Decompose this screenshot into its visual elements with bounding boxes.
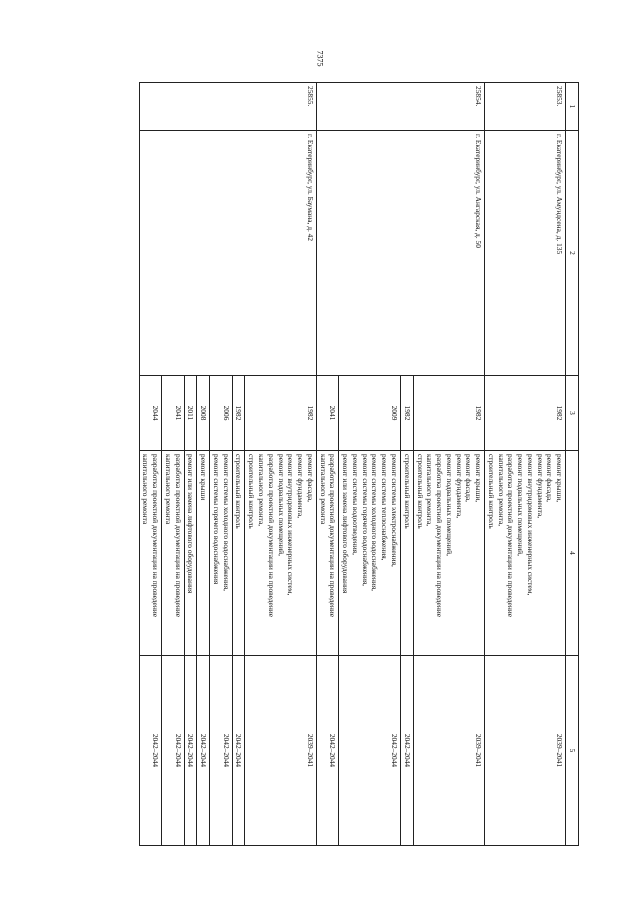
rotated-table-wrapper bbox=[84, 82, 579, 845]
period-cell: 2042–2044 bbox=[232, 656, 245, 846]
works-cell: ремонт или замена лифтового оборудования bbox=[184, 451, 197, 656]
address-cell: г. Екатеринбург, ул. Баумана, д. 42 bbox=[139, 131, 316, 376]
table-row bbox=[485, 83, 566, 846]
year-cell: 2011 bbox=[184, 376, 197, 451]
table-sheet bbox=[84, 82, 579, 845]
works-cell: разработка проектной документации на проведение капитального ремонта bbox=[139, 451, 162, 656]
period-cell: 2039–2041 bbox=[245, 656, 316, 846]
period-cell: 2039–2041 bbox=[413, 656, 484, 846]
period-cell: 2042–2044 bbox=[339, 656, 401, 846]
column-header: 1 bbox=[566, 83, 579, 131]
column-header: 3 bbox=[566, 376, 579, 451]
header-row bbox=[566, 83, 579, 846]
year-cell: 2006 bbox=[210, 376, 233, 451]
period-cell: 2042–2044 bbox=[197, 656, 210, 846]
address-cell: г. Екатеринбург, ул. Амундсена, д. 135 bbox=[485, 131, 566, 376]
entry-number-cell: 25855. bbox=[139, 83, 316, 131]
works-cell: ремонт системы электроснабжения, ремонт системы теплоснабжения, ремонт системы холодного водоснабжения, ремонт системы горячего водоснабжения, ремонт системы водоотведения, ремонт или замена лифтового оборудования bbox=[339, 451, 401, 656]
period-cell: 2042–2044 bbox=[162, 656, 185, 846]
works-cell: строительный контроль bbox=[232, 451, 245, 656]
period-cell: 2042–2044 bbox=[316, 656, 339, 846]
table-row bbox=[413, 83, 484, 846]
entry-number-cell: 25854. bbox=[316, 83, 484, 131]
works-cell: строительный контроль bbox=[400, 451, 413, 656]
entry-number-cell: 25853. bbox=[485, 83, 566, 131]
period-cell: 2039–2041 bbox=[485, 656, 566, 846]
year-cell: 1982 bbox=[413, 376, 484, 451]
year-cell: 2044 bbox=[139, 376, 162, 451]
year-cell: 2008 bbox=[197, 376, 210, 451]
works-cell: разработка проектной документации на проведение капитального ремонта bbox=[316, 451, 339, 656]
address-cell: г. Екатеринбург, ул. Ангарская, д. 50 bbox=[316, 131, 484, 376]
year-cell: 1982 bbox=[232, 376, 245, 451]
works-cell: ремонт крыши, ремонт фасада, ремонт фундамента, ремонт подвальных помещений, разработка проектной документации на проведение капитального ремонта, строительный контроль bbox=[413, 451, 484, 656]
capital-repair-table bbox=[139, 82, 579, 846]
works-cell: ремонт крыши, ремонт фасада, ремонт фундамента, ремонт внутридомовых инженерных систем, ремонт подвальных помещений, разработка проектной документации на проведение капитального ремонта, строительный контроль bbox=[485, 451, 566, 656]
year-cell: 2041 bbox=[316, 376, 339, 451]
table-body bbox=[139, 83, 566, 846]
works-cell: разработка проектной документации на проведение капитального ремонта bbox=[162, 451, 185, 656]
works-cell: ремонт крыши bbox=[197, 451, 210, 656]
year-cell: 1982 bbox=[245, 376, 316, 451]
year-cell: 1982 bbox=[485, 376, 566, 451]
period-cell: 2042–2044 bbox=[400, 656, 413, 846]
table-row bbox=[245, 83, 316, 846]
works-cell: ремонт фасада, ремонт фундамента, ремонт внутридомовых инженерных систем, ремонт подвальных помещений, разработка проектной документации на проведение капитального ремонта, строительный контроль bbox=[245, 451, 316, 656]
column-header: 2 bbox=[566, 131, 579, 376]
period-cell: 2042–2044 bbox=[184, 656, 197, 846]
page-number: 7375 bbox=[315, 50, 325, 67]
period-cell: 2042–2044 bbox=[139, 656, 162, 846]
year-cell: 2009 bbox=[339, 376, 401, 451]
year-cell: 1982 bbox=[400, 376, 413, 451]
column-header: 4 bbox=[566, 451, 579, 656]
column-header: 5 bbox=[566, 656, 579, 846]
works-cell: ремонт системы холодного водоснабжения, ремонт системы горячего водоснабжения bbox=[210, 451, 233, 656]
year-cell: 2041 bbox=[162, 376, 185, 451]
period-cell: 2042–2044 bbox=[210, 656, 233, 846]
